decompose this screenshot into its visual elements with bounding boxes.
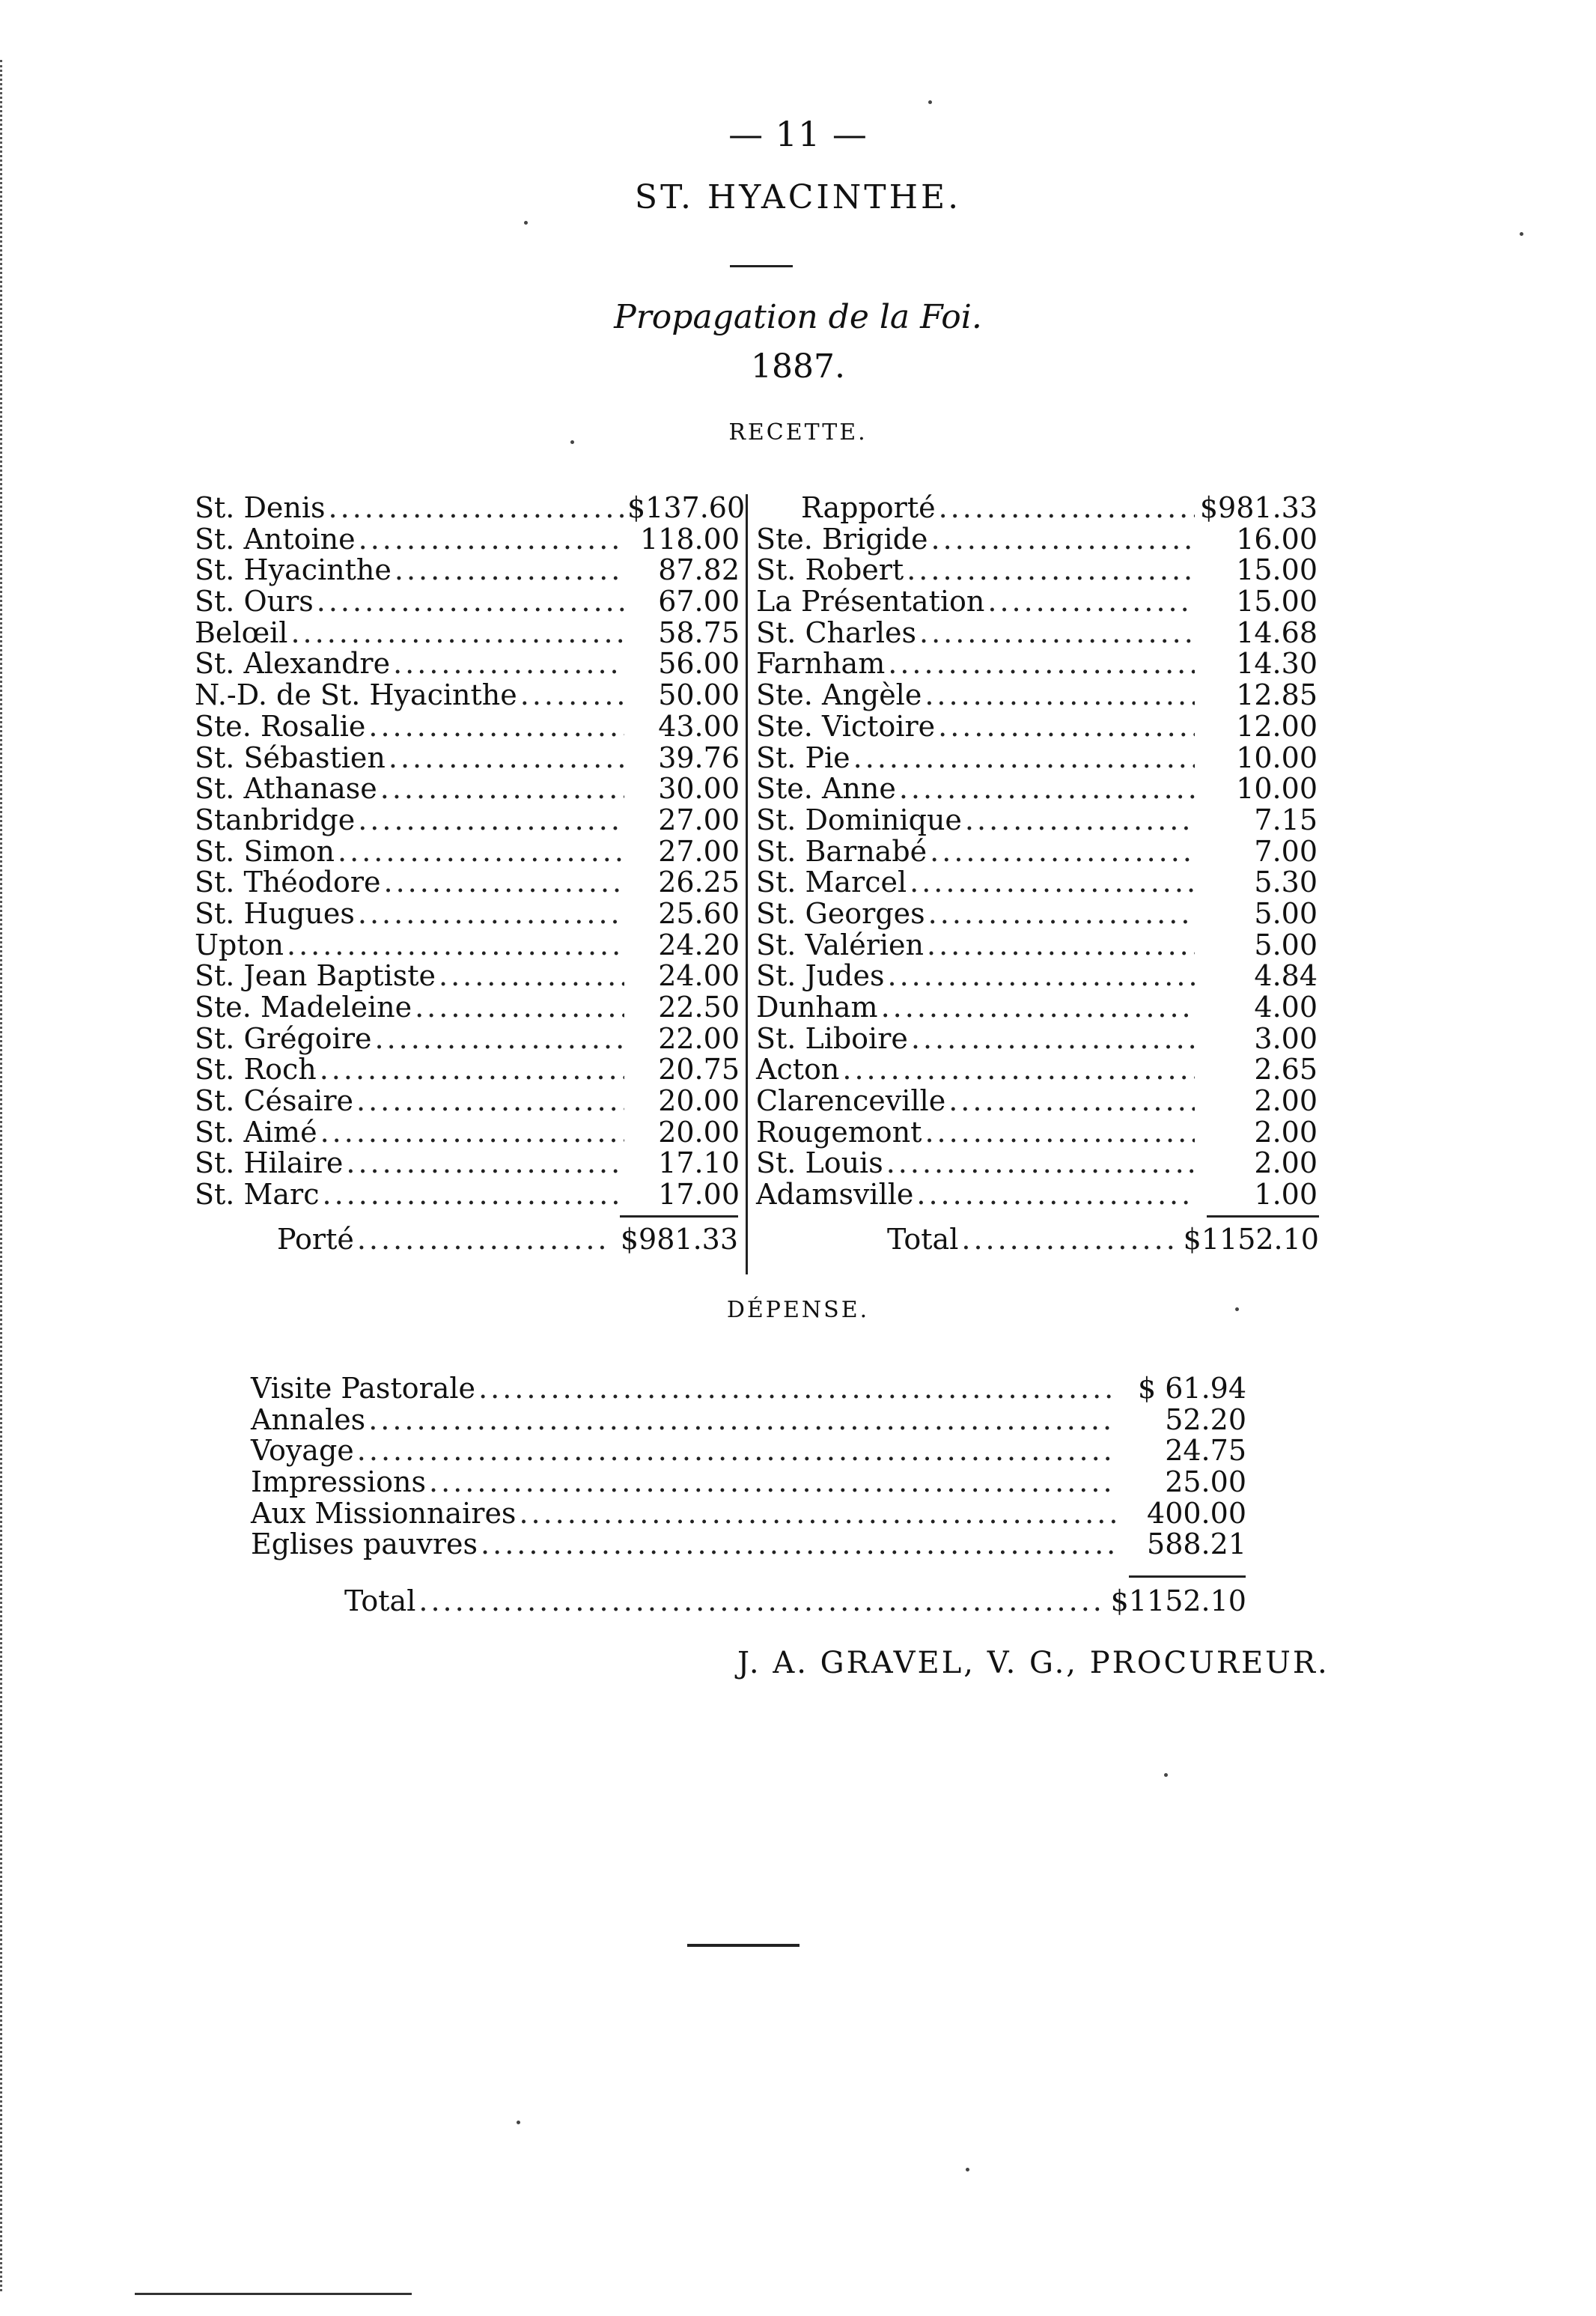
recette-right-amount: 4.00 — [1254, 991, 1318, 1024]
recette-left-name: N.-D. de St. Hyacinthe — [195, 678, 517, 712]
leader-dots — [287, 928, 624, 961]
page-subtitle: Propagation de la Foi. — [614, 298, 982, 336]
total-sum-rule — [1207, 1215, 1319, 1218]
leader-dots — [938, 710, 1195, 743]
recette-right-row — [756, 553, 1318, 585]
leader-dots — [987, 585, 1195, 618]
recette-total-label: Total — [887, 1223, 959, 1256]
recette-right-name: Farnham — [756, 647, 886, 681]
recette-left-amount: 87.82 — [658, 553, 740, 587]
recette-left-row — [195, 616, 740, 648]
recette-right-amount: 5.30 — [1254, 866, 1318, 899]
recette-left-amount: 30.00 — [658, 772, 740, 806]
leader-dots — [317, 585, 624, 618]
recette-left-name: St. Simon — [195, 834, 335, 868]
leader-dots — [374, 1022, 624, 1055]
leader-dots — [928, 897, 1195, 930]
recette-left-row — [195, 1022, 740, 1054]
recette-right-row — [756, 1053, 1318, 1084]
recette-left-name: St. Hyacinthe — [195, 553, 392, 587]
recette-right-name: Rougemont — [756, 1115, 922, 1149]
recette-left-row — [195, 928, 740, 960]
recette-left-name: St. Marc — [195, 1178, 320, 1212]
recette-right-name: St. Valérien — [756, 928, 924, 961]
leader-dots — [380, 772, 624, 805]
recette-right-row — [756, 1146, 1318, 1178]
recette-left-amount: 50.00 — [658, 678, 740, 712]
depense-amount: $ 61.94 — [1137, 1372, 1246, 1405]
recette-left-amount: 26.25 — [658, 866, 740, 899]
leader-dots — [389, 741, 624, 774]
page-title: ST. HYACINTHE. — [634, 178, 962, 216]
leader-dots — [393, 647, 624, 680]
scan-speck — [1235, 1307, 1239, 1311]
leader-dots — [384, 866, 624, 899]
recette-left-row — [195, 585, 740, 616]
leader-dots — [911, 1022, 1195, 1055]
recette-right-name: St. Barnabé — [756, 834, 928, 868]
leader-dots — [320, 1116, 624, 1149]
recette-left-amount: 20.00 — [658, 1115, 740, 1149]
leader-dots — [948, 1084, 1195, 1117]
recette-right-row — [756, 866, 1318, 897]
depense-row — [251, 1403, 1246, 1435]
porte-row — [277, 1223, 738, 1256]
recette-left-row — [195, 1116, 740, 1147]
scan-speck — [524, 221, 528, 225]
recette-left-row — [195, 1178, 740, 1212]
recette-total-amount: $1152.10 — [1183, 1223, 1319, 1256]
leader-dots — [925, 1116, 1195, 1149]
recette-left-row — [195, 741, 740, 773]
recette-right-row — [756, 897, 1318, 928]
recette-right-name: Ste. Victoire — [756, 709, 936, 743]
recette-right-amount: 4.84 — [1254, 959, 1318, 993]
recette-right-name: St. Marcel — [756, 866, 907, 899]
recette-left-amount: $137.60 — [627, 491, 746, 524]
recette-heading: RECETTE. — [728, 419, 868, 446]
depense-name: Eglises pauvres — [251, 1528, 478, 1561]
end-rule — [687, 1944, 799, 1947]
scan-speck — [1164, 1773, 1168, 1777]
recette-right-name: Dunham — [756, 991, 878, 1024]
depense-total-row — [344, 1584, 1246, 1617]
recette-right-row — [756, 523, 1318, 554]
recette-left-name: Stanbridge — [195, 803, 356, 836]
recette-left-row — [195, 803, 740, 835]
depense-name: Voyage — [251, 1434, 354, 1468]
leader-dots — [887, 959, 1195, 992]
recette-left-name: St. Hugues — [195, 896, 355, 930]
recette-left-amount: 58.75 — [658, 616, 740, 649]
recette-left-row — [195, 710, 740, 741]
recette-right-name: Ste. Anne — [756, 772, 896, 806]
leader-dots — [927, 928, 1195, 961]
leader-dots — [931, 523, 1195, 556]
recette-right-amount: 10.00 — [1236, 741, 1318, 774]
depense-name: Aux Missionnaires — [251, 1496, 517, 1530]
recette-right-amount: 2.00 — [1254, 1115, 1318, 1149]
leader-dots — [899, 772, 1195, 805]
leader-dots — [290, 616, 624, 649]
leader-dots — [520, 678, 624, 711]
recette-right-amount: 2.00 — [1254, 1146, 1318, 1180]
recette-left-amount: 20.75 — [658, 1053, 740, 1086]
recette-right-row — [756, 741, 1318, 773]
leader-dots — [329, 491, 624, 524]
title-rule — [730, 265, 793, 267]
leader-dots — [961, 1223, 1174, 1256]
recette-left-amount: 22.50 — [658, 991, 740, 1024]
recette-left-row — [195, 678, 740, 710]
recette-left-column — [195, 491, 746, 1212]
recette-right-amount: 14.30 — [1236, 647, 1318, 681]
recette-left-name: St. Théodore — [195, 866, 381, 899]
leader-dots — [368, 1403, 1116, 1436]
recette-right-row — [756, 585, 1318, 616]
bottom-edge-rule — [135, 2293, 412, 2295]
recette-right-name: St. Louis — [756, 1146, 883, 1180]
depense-name: Annales — [251, 1402, 366, 1436]
scan-speck — [1520, 232, 1523, 236]
leader-dots — [418, 1584, 1101, 1617]
recette-right-amount: 7.00 — [1254, 834, 1318, 868]
leader-dots — [358, 803, 624, 836]
leader-dots — [965, 803, 1195, 836]
recette-right-row — [756, 991, 1318, 1022]
recette-left-amount: 43.00 — [658, 709, 740, 743]
recette-left-amount: 17.00 — [658, 1178, 740, 1212]
recette-left-name: St. Athanase — [195, 772, 377, 806]
recette-left-row — [195, 835, 740, 866]
recette-left-row — [195, 553, 740, 585]
recette-right-name: Acton — [756, 1053, 840, 1086]
recette-right-row — [756, 1116, 1318, 1147]
recette-right-amount: 14.68 — [1236, 616, 1318, 649]
recette-left-name: St. Césaire — [195, 1084, 353, 1118]
recette-right-name: St. Charles — [756, 616, 916, 649]
column-divider — [746, 494, 748, 1274]
recette-right-amount: 12.85 — [1236, 678, 1318, 712]
recette-right-row — [756, 803, 1318, 835]
recette-left-name: St. Roch — [195, 1053, 317, 1086]
leader-dots — [481, 1528, 1116, 1560]
recette-left-row — [195, 1146, 740, 1178]
leader-dots — [881, 991, 1195, 1024]
recette-right-name: St. Pie — [756, 741, 850, 774]
leader-dots — [930, 835, 1195, 868]
recette-left-row — [195, 866, 740, 897]
recette-right-amount: 2.65 — [1254, 1053, 1318, 1086]
recette-left-name: St. Hilaire — [195, 1146, 344, 1180]
recette-right-row — [756, 647, 1318, 681]
recette-right-name: St. Dominique — [756, 803, 962, 836]
recette-left-amount: 17.10 — [658, 1146, 740, 1180]
porte-label: Porté — [277, 1223, 354, 1256]
signature: J. A. GRAVEL, V. G., PROCUREUR. — [737, 1646, 1330, 1680]
leader-dots — [916, 1178, 1195, 1211]
recette-right-name: La Présentation — [756, 585, 985, 618]
recette-left-amount: 56.00 — [658, 647, 740, 681]
leader-dots — [853, 741, 1195, 774]
recette-right-name: St. Liboire — [756, 1021, 908, 1055]
recette-right-row — [756, 1178, 1318, 1212]
recette-left-name: St. Antoine — [195, 522, 356, 556]
depense-row — [251, 1372, 1246, 1403]
recette-right-name: Ste. Angèle — [756, 678, 922, 712]
recette-right-name: Ste. Brigide — [756, 522, 928, 556]
page-year: 1887. — [751, 347, 845, 386]
leader-dots — [925, 678, 1195, 711]
leader-dots — [359, 523, 624, 556]
depense-row — [251, 1497, 1246, 1528]
recette-right-amount: 1.00 — [1254, 1178, 1318, 1212]
recette-right-amount: 5.00 — [1254, 896, 1318, 930]
depense-name: Impressions — [251, 1465, 427, 1499]
recette-right-amount: 2.00 — [1254, 1084, 1318, 1118]
recette-right-row — [756, 616, 1318, 648]
recette-left-name: Ste. Madeleine — [195, 991, 412, 1024]
leader-dots — [919, 616, 1195, 649]
recette-left-name: Belœil — [195, 616, 288, 649]
depense-amount: 400.00 — [1147, 1496, 1246, 1530]
recette-left-name: Upton — [195, 928, 284, 961]
leader-dots — [338, 835, 624, 868]
scan-speck — [928, 100, 932, 104]
recette-left-amount: 24.20 — [658, 928, 740, 961]
recette-right-name: St. Robert — [756, 553, 904, 587]
recette-total-row — [887, 1223, 1319, 1256]
recette-left-row — [195, 647, 740, 681]
recette-right-amount: 15.00 — [1236, 585, 1318, 618]
recette-right-name: Adamsville — [756, 1178, 914, 1212]
recette-right-row — [756, 491, 1318, 523]
recette-left-name: St. Ours — [195, 585, 314, 618]
scan-speck — [570, 440, 574, 444]
depense-total-label: Total — [344, 1584, 416, 1617]
depense-sum-rule — [1129, 1575, 1246, 1578]
recette-right-row — [756, 928, 1318, 960]
leader-dots — [910, 866, 1195, 899]
recette-left-row — [195, 1053, 740, 1084]
recette-left-amount: 20.00 — [658, 1084, 740, 1118]
recette-right-row — [756, 835, 1318, 866]
recette-right-column — [756, 491, 1318, 1212]
leader-dots — [519, 1497, 1116, 1530]
binding-edge — [0, 60, 10, 2291]
recette-right-amount: 15.00 — [1236, 553, 1318, 587]
leader-dots — [429, 1465, 1116, 1498]
recette-left-row — [195, 1084, 740, 1116]
depense-total-amount: $1152.10 — [1110, 1584, 1246, 1617]
leader-dots — [357, 1223, 608, 1256]
leader-dots — [395, 553, 624, 586]
recette-left-amount: 24.00 — [658, 959, 740, 993]
recette-left-name: St. Grégoire — [195, 1021, 372, 1055]
recette-left-row — [195, 959, 740, 991]
porte-sum-rule — [620, 1215, 738, 1218]
depense-amount: 25.00 — [1165, 1465, 1246, 1499]
recette-left-name: St. Denis — [195, 491, 326, 524]
recette-right-amount: 10.00 — [1236, 772, 1318, 806]
recette-right-row — [756, 678, 1318, 710]
recette-right-row — [756, 772, 1318, 806]
recette-right-row — [756, 959, 1318, 991]
leader-dots — [368, 710, 624, 743]
recette-left-row — [195, 991, 740, 1022]
leader-dots — [356, 1084, 624, 1117]
recette-right-row — [756, 710, 1318, 741]
leader-dots — [439, 959, 624, 992]
recette-left-row — [195, 491, 746, 524]
recette-right-amount: 16.00 — [1236, 522, 1318, 556]
depense-name: Visite Pastorale — [251, 1372, 476, 1405]
recette-right-row — [756, 1084, 1318, 1116]
recette-left-amount: 39.76 — [658, 741, 740, 774]
recette-left-amount: 118.00 — [640, 522, 740, 556]
recette-right-amount: 3.00 — [1254, 1021, 1318, 1055]
leader-dots — [886, 1146, 1195, 1179]
recette-left-name: St. Aimé — [195, 1115, 317, 1149]
depense-row — [251, 1528, 1246, 1559]
recette-left-row — [195, 772, 740, 806]
recette-left-name: St. Sébastien — [195, 741, 386, 774]
leader-dots — [907, 553, 1195, 586]
scan-speck — [966, 2168, 969, 2171]
depense-row — [251, 1465, 1246, 1497]
recette-left-amount: 27.00 — [658, 803, 740, 836]
recette-left-amount: 22.00 — [658, 1021, 740, 1055]
recette-left-amount: 67.00 — [658, 585, 740, 618]
recette-left-name: St. Alexandre — [195, 647, 391, 681]
page-number: — 11 — — [728, 114, 868, 154]
depense-amount: 24.75 — [1165, 1434, 1246, 1468]
leader-dots — [415, 991, 624, 1024]
recette-right-name: St. Judes — [756, 959, 885, 993]
recette-right-name: Clarenceville — [756, 1084, 946, 1118]
recette-left-row — [195, 523, 740, 554]
recette-right-row — [756, 1022, 1318, 1054]
recette-left-amount: 27.00 — [658, 834, 740, 868]
depense-amount: 52.20 — [1165, 1402, 1246, 1436]
leader-dots — [346, 1146, 624, 1179]
recette-left-row — [195, 897, 740, 928]
leader-dots — [842, 1053, 1195, 1086]
recette-right-name: St. Georges — [756, 896, 925, 930]
depense-amount: 588.21 — [1147, 1528, 1246, 1561]
depense-row — [251, 1434, 1246, 1468]
recette-left-name: Ste. Rosalie — [195, 709, 366, 743]
recette-right-amount: 5.00 — [1254, 928, 1318, 961]
recette-right-amount: 7.15 — [1254, 803, 1318, 836]
leader-dots — [357, 1434, 1116, 1467]
recette-right-amount: $981.33 — [1199, 491, 1318, 524]
recette-right-amount: 12.00 — [1236, 709, 1318, 743]
recette-right-name: Rapporté — [801, 491, 936, 524]
leader-dots — [939, 491, 1195, 524]
depense-list — [251, 1372, 1246, 1559]
leader-dots — [888, 647, 1195, 680]
porte-amount: $981.33 — [620, 1223, 738, 1256]
recette-left-amount: 25.60 — [658, 896, 740, 930]
leader-dots — [322, 1178, 624, 1211]
scan-speck — [517, 2121, 520, 2124]
leader-dots — [358, 897, 624, 930]
depense-heading: DÉPENSE. — [726, 1297, 870, 1323]
leader-dots — [478, 1372, 1116, 1405]
recette-left-name: St. Jean Baptiste — [195, 959, 436, 993]
leader-dots — [320, 1053, 624, 1086]
